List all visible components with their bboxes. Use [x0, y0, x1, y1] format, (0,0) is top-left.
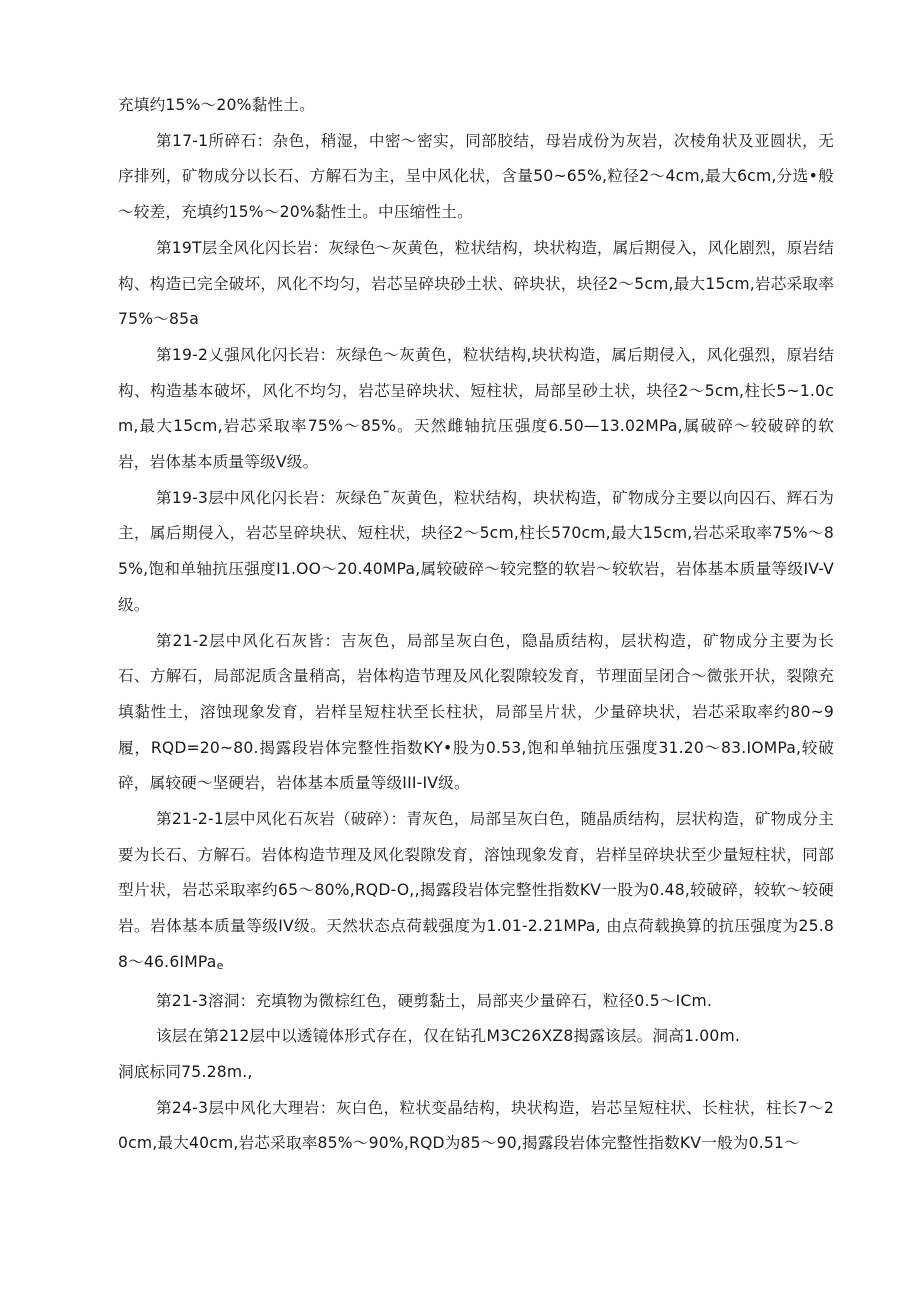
paragraph-layer-21-2: 第21-2层中风化石灰皆：吉灰色，局部呈灰白色，隐晶质结构，层状构造，矿物成分主要为长石、方解石，局部泥质含量稍高，岩体构造节理及风化裂隙较发育，节理面呈闭合～微张开状，裂隙充填黏性土，溶蚀现象发育，岩样呈短柱状至长柱状，局部呈片状，少量碎块状，岩芯采取率约80~9履，RQD=20~80.揭露段岩体完整性指数KY•股为0.53,饱和单轴抗压强度31.20〜83.IOMPa,较破碎，属较硬～坚硬岩，岩体基本质量等级III-IV级。	[118, 631, 834, 793]
document-body	[118, 88, 834, 1162]
paragraph-layer-19-2: 第19-2乂强风化闪长岩：灰绿色～灰黄色，粒状结构,块状构造，属后期侵入，风化强烈，原岩结构、构造基本破坏，风化不均匀，岩芯呈碎块状、短柱状，局部呈砂土状，块径2〜5cm,柱长5~1.0cm,最大15cm,岩芯采取率75%〜85%。天然雌轴抗压强度6.50—13.02MPa,属破碎～较破碎的软岩，岩体基本质量等级V级。	[118, 345, 834, 472]
paragraph-cave-bottom: 洞底标同75.28m.,	[118, 1062, 253, 1081]
paragraph-lens-note: 该层在第212层中以透镜体形式存在，仅在钻孔M3C26XZ8揭露该层。洞高1.00m.	[156, 1027, 741, 1046]
paragraph-layer-21-2-1-text: 第21-2-1层中风化石灰岩（破碎）：青灰色，局部呈灰白色，随晶质结构，层状构造，矿物成分主要为长石、方解石。岩体构造节理及风化裂隙发育，溶蚀现象发育，岩样呈碎块状至少量短柱状，同部型片状，岩芯采取率约65〜80%,RQD-O,,揭露段岩体完整性指数KV一股为0.48,较破碎，较软～较硬岩。岩体基本质量等级IV级。天然状态点荷载强度为1.01-2.21MPa, 由点荷载换算的抗压强度为25.88〜46.6IMPa	[118, 810, 834, 971]
paragraph-layer-24-3: 第24-3层中风化大理岩：灰白色，粒状变晶结构，块状构造，岩芯呈短柱状、长柱状，柱长7〜20cm,最大40cm,岩芯采取率85%〜90%,RQD为85〜90,揭露段岩体完整性指数KV一般为0.51〜	[118, 1098, 834, 1153]
paragraph-fill-note: 充填约15%〜20%黏性土。	[118, 96, 315, 114]
paragraph-layer-21-2-1	[118, 802, 834, 984]
paragraph-layer-21-3: 第21-3溶洞：充填物为微棕红色，硬剪黏土，局部夹少量碎石，粒径0.5〜ICm.	[156, 991, 713, 1010]
paragraph-layer-19-1: 第19T层全风化闪长岩：灰绿色～灰黄色，粒状结构，块状构造，属后期侵入，风化剧烈，原岩结构、构造已完全破坏，风化不均匀，岩芯呈碎块砂土状、碎块状，块径2〜5cm,最大15cm,岩芯采取率75%〜85a	[118, 238, 834, 329]
paragraph-layer-19-3: 第19-3层中风化闪长岩：灰绿色˜灰黄色，粒状结构，块状构造，矿物成分主要以向囚石、辉石为主，属后期侵入，岩芯呈碎块状、短柱状，块径2〜5cm,柱长570cm,最大15cm,岩芯采取率75%〜85%,饱和单轴抗压强度I1.OO〜20.40MPa,属较破碎～较完整的软岩～较软岩，岩体基本质量等级IV-V级。	[118, 488, 834, 614]
paragraph-layer-17-1: 第17-1所碎石：杂色，稍湿，中密～密实，同部胶结，母岩成份为灰岩，次棱角状及亚圆状，无序排列，矿物成分以长石、方解石为主，呈中风化状，含量50~65%,粒径2〜4cm,最大6cm,分选•般～较差，充填约15%〜20%黏性土。中压缩性土。	[118, 131, 834, 222]
paragraph-layer-21-2-1-suffix: e	[216, 958, 224, 972]
